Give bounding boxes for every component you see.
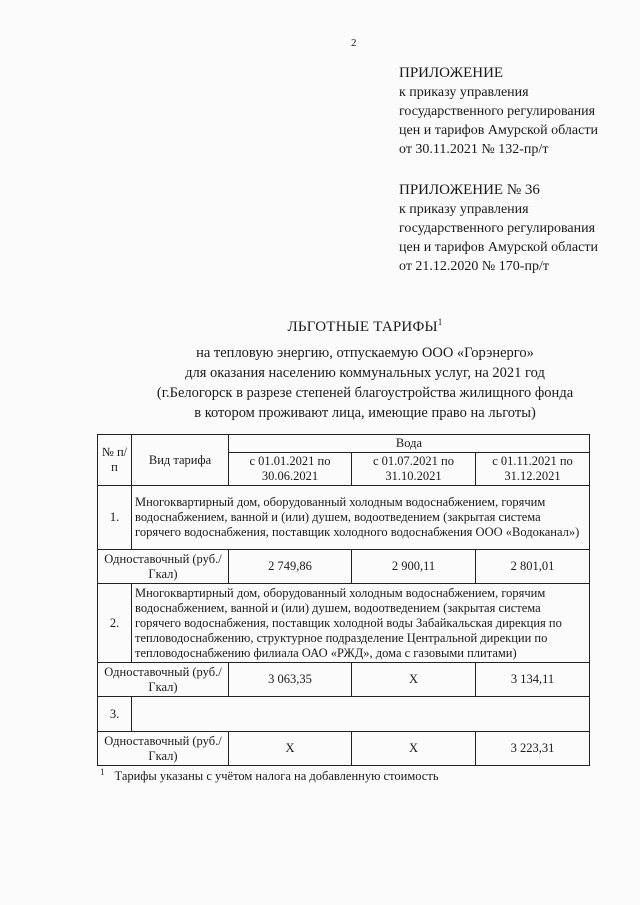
header-number: № п/п	[98, 435, 132, 486]
table-row	[98, 732, 590, 766]
tariff-value: 3 223,31	[476, 732, 590, 766]
subtitle-line: для оказания населению коммунальных услуг, на 2021 год	[185, 365, 545, 381]
row-number: 1.	[98, 486, 132, 550]
table-row	[98, 584, 590, 663]
tariff-table	[97, 434, 590, 766]
tariff-value: 3 063,35	[229, 663, 352, 697]
appendix-title: ПРИЛОЖЕНИЕ № 36	[399, 182, 540, 198]
appendix-header-2	[399, 181, 598, 276]
table-row	[98, 663, 590, 697]
appendix-line: к приказу управления	[399, 202, 529, 217]
table-row	[98, 697, 590, 732]
subtitle-line: на тепловую энергию, отпускаемую ООО «Горэнерго»	[196, 345, 534, 361]
row-number: 2.	[98, 584, 132, 663]
tariff-label: Одноставочный (руб./Гкал)	[98, 732, 229, 766]
header-period: с 01.01.2021 по 30.06.2021	[229, 453, 352, 486]
tariff-value: Х	[352, 663, 476, 697]
appendix-line: государственного регулирования	[399, 104, 596, 119]
subtitle-line: (г.Белогорск в разрезе степеней благоустройства жилищного фонда	[156, 385, 574, 401]
appendix-line: от 21.12.2020 № 170-пр/т	[399, 259, 549, 274]
tariff-value: Х	[352, 732, 476, 766]
tariff-label: Одноставочный (руб./Гкал)	[98, 663, 229, 697]
table-row	[98, 550, 590, 584]
document-title-block	[100, 312, 630, 423]
appendix-line: цен и тарифов Амурской области	[399, 123, 598, 138]
document-title	[100, 312, 630, 337]
tariff-value: 2 900,11	[352, 550, 476, 584]
table-row	[98, 486, 590, 550]
tariff-label: Одноставочный (руб./Гкал)	[98, 550, 229, 584]
title-text: ЛЬГОТНЫЕ ТАРИФЫ	[287, 319, 438, 335]
tariff-value: 2 749,86	[229, 550, 352, 584]
header-tariff-type: Вид тарифа	[132, 435, 229, 486]
appendix-line: цен и тарифов Амурской области	[399, 240, 598, 255]
footnote-text: Тарифы указаны с учётом налога на добавленную стоимость	[114, 769, 439, 784]
row-number: 3.	[98, 697, 132, 732]
appendix-line: государственного регулирования	[399, 221, 596, 236]
appendix-title: ПРИЛОЖЕНИЕ	[399, 65, 504, 81]
tariff-value: 3 134,11	[476, 663, 590, 697]
appendix-line: от 30.11.2021 № 132-пр/т	[399, 142, 549, 157]
row-description	[132, 697, 590, 732]
row-description: Многоквартирный дом, оборудованный холодным водоснабжением, горячим водоснабжением, ванной и (или) душем, водоотведением (закрытая система горячего водоснабжения, поставщик холодного водоснабжения ООО «Водоканал»)	[132, 486, 590, 550]
page-number: 2	[351, 37, 357, 49]
row-description: Многоквартирный дом, оборудованный холодным водоснабжением, горячим водоснабжением, ванной и (или) душем, водоотведением (закрытая система горячего водоснабжения, поставщик холодной воды Забайкальская дирекция по тепловодоснабжению, структурное подразделение Центральной дирекции по тепловодоснабжению филиала ОАО «РЖД», дома с газовыми плитами)	[132, 584, 590, 663]
appendix-header-1	[399, 64, 598, 159]
header-water: Вода	[229, 435, 590, 453]
tariff-value: Х	[229, 732, 352, 766]
subtitle-line: в котором проживают лица, имеющие право на льготы)	[194, 405, 536, 421]
tariff-value: 2 801,01	[476, 550, 590, 584]
appendix-line: к приказу управления	[399, 85, 529, 100]
footnote	[100, 767, 439, 784]
header-period: с 01.11.2021 по 31.12.2021	[476, 453, 590, 486]
footnote-mark: 1	[100, 767, 105, 777]
title-footnote-mark: 1	[437, 317, 443, 327]
header-period: с 01.07.2021 по 31.10.2021	[352, 453, 476, 486]
